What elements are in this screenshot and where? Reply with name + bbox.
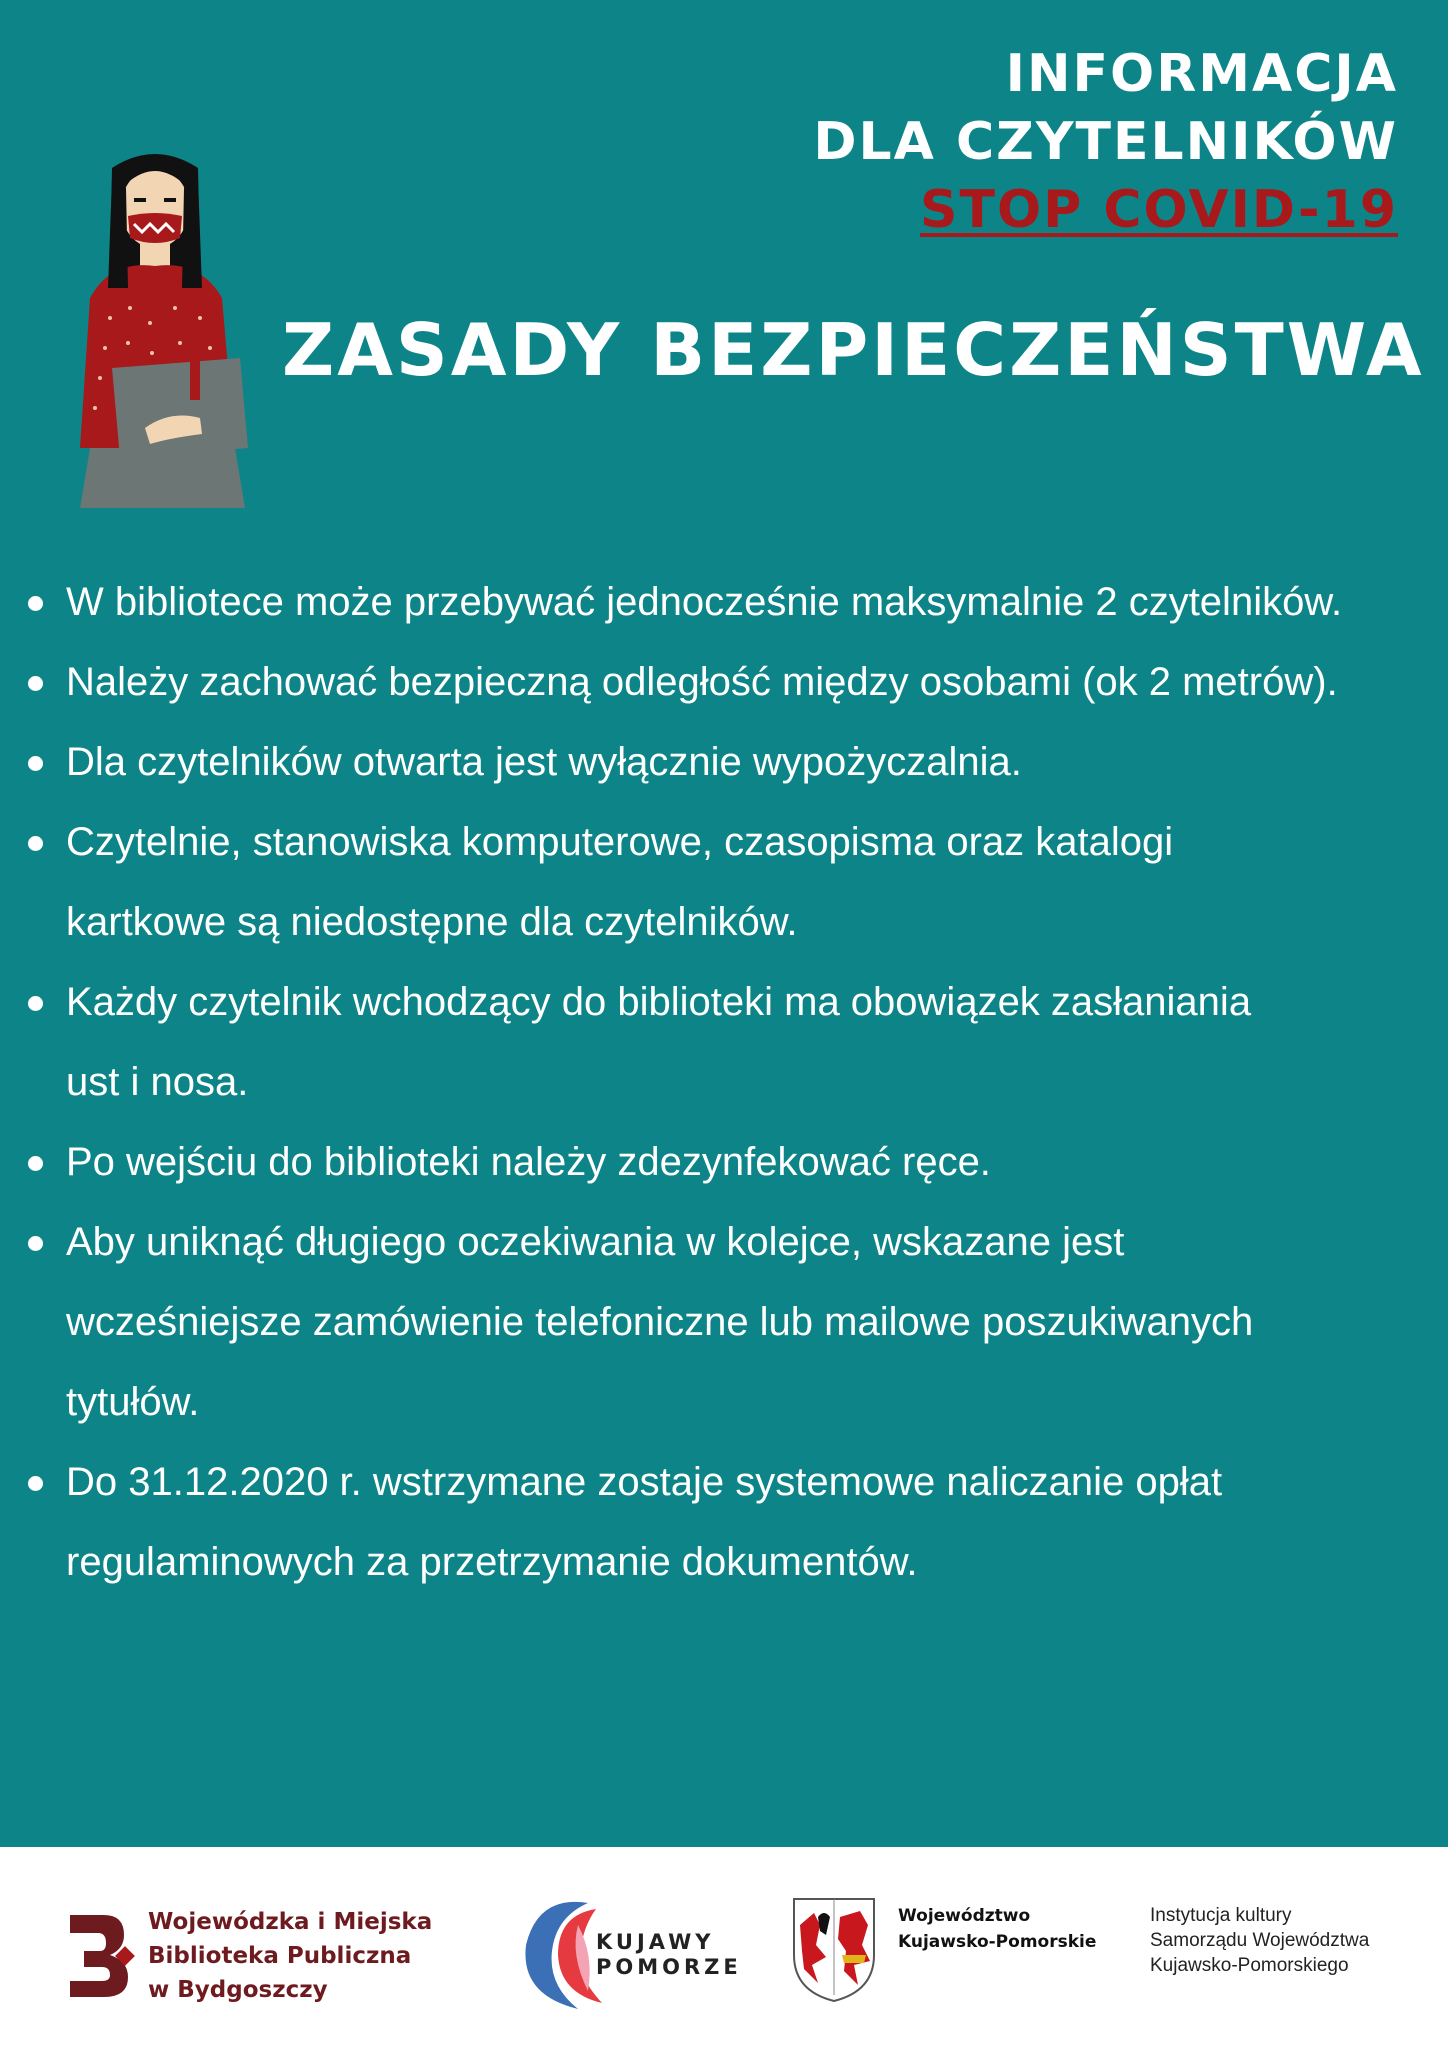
library-name-line: Biblioteka Publiczna bbox=[148, 1943, 412, 1969]
bullet-icon bbox=[28, 996, 43, 1011]
rule-item bbox=[28, 722, 1418, 802]
rule-line: Dla czytelników otwarta jest wyłącznie wypożyczalnia. bbox=[66, 740, 1022, 784]
page-title: ZASADY BEZPIECZEŃSTWA bbox=[282, 308, 1425, 392]
rule-item bbox=[28, 802, 1418, 962]
bullet-icon bbox=[28, 1156, 43, 1171]
rule-line: regulaminowych za przetrzymanie dokumentów. bbox=[66, 1540, 918, 1584]
bullet-icon bbox=[28, 1476, 43, 1491]
bullet-icon bbox=[28, 836, 43, 851]
rule-item bbox=[28, 1202, 1418, 1442]
rule-line: wcześniejsze zamówienie telefoniczne lub mailowe poszukiwanych bbox=[66, 1300, 1254, 1344]
rule-item bbox=[28, 562, 1418, 642]
region-line: Województwo bbox=[898, 1906, 1031, 1926]
rule-line: W bibliotece może przebywać jednocześnie maksymalnie 2 czytelników. bbox=[66, 580, 1343, 624]
rule-line: kartkowe są niedostępne dla czytelników. bbox=[66, 900, 798, 944]
rule-line: Należy zachować bezpieczną odległość między osobami (ok 2 metrów). bbox=[66, 660, 1338, 704]
kujawy-pomorze-wordmark bbox=[592, 1928, 746, 1982]
rule-line: Czytelnie, stanowiska komputerowe, czasopisma oraz katalogi bbox=[66, 820, 1174, 864]
rule-item bbox=[28, 1122, 1418, 1202]
region-line: Kujawsko-Pomorskie bbox=[898, 1932, 1097, 1952]
rule-item bbox=[28, 962, 1418, 1122]
rule-line: Aby uniknąć długiego oczekiwania w kolejce, wskazane jest bbox=[66, 1220, 1125, 1264]
header-line-information: INFORMACJA bbox=[1005, 44, 1398, 104]
institution-line: Samorządu Województwa bbox=[1150, 1930, 1370, 1951]
rule-line: Każdy czytelnik wchodzący do biblioteki ma obowiązek zasłaniania bbox=[66, 980, 1252, 1024]
coat-of-arms-icon bbox=[790, 1895, 878, 2005]
institution-line: Instytucja kultury bbox=[1150, 1905, 1292, 1926]
bullet-icon bbox=[28, 756, 43, 771]
bullet-icon bbox=[28, 596, 43, 611]
rule-line: Po wejściu do biblioteki należy zdezynfekować ręce. bbox=[66, 1140, 991, 1184]
library-name-line: Wojewódzka i Miejska bbox=[148, 1909, 433, 1935]
rule-line: ust i nosa. bbox=[66, 1060, 249, 1104]
rule-item bbox=[28, 642, 1418, 722]
library-name bbox=[148, 1905, 432, 2007]
rule-line: tytułów. bbox=[66, 1380, 200, 1424]
rule-line: Do 31.12.2020 r. wstrzymane zostaje systemowe naliczanie opłat bbox=[66, 1460, 1223, 1504]
rules-list bbox=[28, 562, 1418, 1602]
library-name-line: w Bydgoszczy bbox=[148, 1977, 328, 2003]
header-line-for-readers: DLA CZYTELNIKÓW bbox=[813, 112, 1398, 172]
header-block bbox=[813, 40, 1398, 244]
rule-item bbox=[28, 1442, 1418, 1602]
library-logo-icon bbox=[66, 1911, 136, 2001]
institution-line: Kujawsko-Pomorskiego bbox=[1150, 1955, 1349, 1976]
institution-note bbox=[1150, 1903, 1369, 1978]
region-name bbox=[898, 1903, 1096, 1955]
brand-line: KUJAWY bbox=[596, 1930, 715, 1954]
brand-line: POMORZE bbox=[596, 1955, 742, 1979]
bullet-icon bbox=[28, 1236, 43, 1251]
bullet-icon bbox=[28, 676, 43, 691]
header-stop-covid: STOP COVID-19 bbox=[920, 180, 1398, 240]
reader-illustration bbox=[50, 148, 260, 508]
